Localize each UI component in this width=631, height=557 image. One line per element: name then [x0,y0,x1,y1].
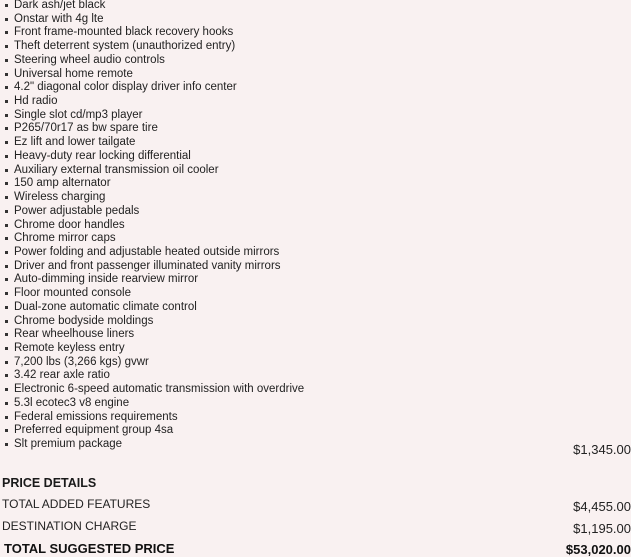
feature-item: Federal emissions requirements [5,411,304,425]
feature-item: Driver and front passenger illuminated vanity mirrors [5,260,304,274]
feature-item: Hd radio [5,95,304,109]
feature-item: Preferred equipment group 4sa [5,424,304,438]
feature-list [5,0,304,452]
feature-item: P265/70r17 as bw spare tire [5,122,304,136]
feature-item: 7,200 lbs (3,266 kgs) gvwr [5,356,304,370]
feature-item: 4.2" diagonal color display driver info center [5,81,304,95]
feature-item: 5.3l ecotec3 v8 engine [5,397,304,411]
feature-item: Dark ash/jet black [5,0,304,13]
feature-item: Single slot cd/mp3 player [5,109,304,123]
feature-item: Electronic 6-speed automatic transmission with overdrive [5,383,304,397]
feature-item: Remote keyless entry [5,342,304,356]
feature-item: Universal home remote [5,68,304,82]
feature-item: Power folding and adjustable heated outside mirrors [5,246,304,260]
feature-item: Heavy-duty rear locking differential [5,150,304,164]
feature-item: Theft deterrent system (unauthorized entry) [5,40,304,54]
feature-item: Onstar with 4g lte [5,13,304,27]
added-features-value: $4,455.00 [573,499,631,514]
total-suggested-price-label: TOTAL SUGGESTED PRICE [4,541,175,556]
feature-item: Ez lift and lower tailgate [5,136,304,150]
feature-item: Steering wheel audio controls [5,54,304,68]
feature-item: Front frame-mounted black recovery hooks [5,26,304,40]
feature-item: Dual-zone automatic climate control [5,301,304,315]
feature-item: Auxiliary external transmission oil cooler [5,164,304,178]
package-price: $1,345.00 [573,442,631,457]
destination-charge-value: $1,195.00 [573,521,631,536]
added-features-label: TOTAL ADDED FEATURES [2,497,151,511]
feature-item: Chrome mirror caps [5,232,304,246]
feature-item: Floor mounted console [5,287,304,301]
feature-item: Slt premium package [5,438,304,452]
price-details-heading: PRICE DETAILS [2,476,97,490]
feature-item: Power adjustable pedals [5,205,304,219]
destination-charge-label: DESTINATION CHARGE [2,519,137,533]
feature-item: Chrome door handles [5,219,304,233]
feature-item: 150 amp alternator [5,177,304,191]
feature-item: Chrome bodyside moldings [5,315,304,329]
feature-item: Auto-dimming inside rearview mirror [5,273,304,287]
total-suggested-price-value: $53,020.00 [565,542,631,557]
feature-item: Rear wheelhouse liners [5,328,304,342]
feature-item: 3.42 rear axle ratio [5,369,304,383]
feature-item: Wireless charging [5,191,304,205]
